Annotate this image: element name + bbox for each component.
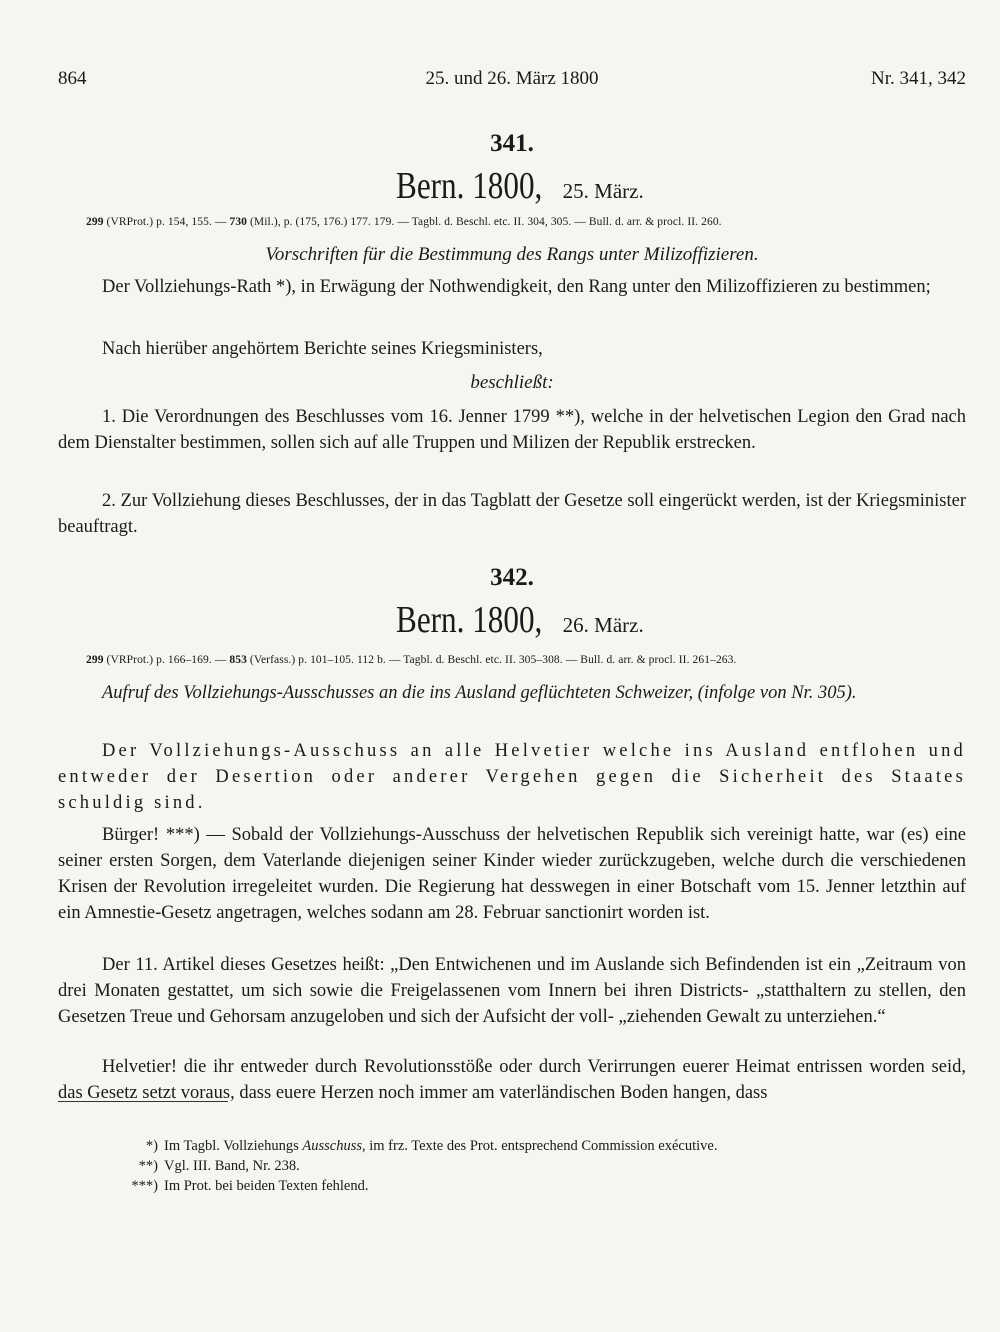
paragraph-text: Bürger! ***) — Sobald der Vollziehungs-Ausschuss der helvetischen Republik sich vereinigt hatte, war (es) eine seiner ersten Sorgen, dem Vaterlande diejenigen seiner Kinder wieder zurückzugeben, welche durch die verschiedenen Krisen der Revolution irregeleitet wurden. Die Regierung hat desswegen in einer Botschaft vom 15. Jenner letzthin auf ein Amnestie-Gesetz angetragen, welches sodann am 28. Februar sanctionirt worden ist. <box>58 825 966 923</box>
ref-text: (Verfass.) p. 101–105. 112 b. — Tagbl. d. Beschl. etc. II. 305–308. — Bull. d. arr. & procl. II. 261–263. <box>246 654 737 666</box>
paragraph-text: Helvetier! die ihr entweder durch Revolutionsstöße oder durch Verirrungen euerer Heimat entrissen worden seid, das Gesetz setzt voraus, dass euere Herzen noch immer am vaterländischen Boden hangen, dass <box>58 1057 966 1103</box>
entry-341-place-date <box>58 164 966 208</box>
entry-342-place: Bern. 1800, <box>396 599 543 641</box>
ref-text: (Mil.), p. (175, 176.) 177. 179. — Tagbl. d. Beschl. etc. II. 304, 305. — Bull. d. arr. & procl. II. 260. <box>247 216 722 228</box>
footnote-text-italic: Ausschuss <box>302 1138 362 1154</box>
entry-342-paragraph-2 <box>58 952 966 1030</box>
footnote-1 <box>58 1138 966 1155</box>
footnote-2 <box>58 1158 966 1175</box>
entry-342-number: 342. <box>490 564 534 591</box>
entry-342-paragraph-1 <box>58 822 966 926</box>
entry-342-heading <box>58 738 966 816</box>
entry-342-place-date <box>58 598 966 642</box>
entry-342-subject <box>58 680 966 706</box>
entry-341-paragraph-2 <box>58 336 966 362</box>
ref-number: 730 <box>229 216 248 228</box>
paragraph-text: Der Vollziehungs-Rath *), in Erwägung der Nothwendigkeit, den Rang unter den Milizoffizieren zu bestimmen; <box>102 277 931 297</box>
entry-341-article-1 <box>58 404 966 456</box>
paragraph-text: 2. Zur Vollziehung dieses Beschlusses, der in das Tagblatt der Gesetze soll eingerückt werden, ist der Kriegsminister beauftragt. <box>58 491 966 537</box>
running-head <box>58 68 966 98</box>
footnote-mark: *) <box>145 1138 158 1154</box>
entry-341-references <box>86 216 966 228</box>
footnote-text: Vgl. III. Band, Nr. 238. <box>164 1158 300 1174</box>
entry-341-article-2 <box>58 488 966 540</box>
header-entry-numbers: Nr. 341, 342 <box>871 68 966 89</box>
document-page <box>58 0 966 1332</box>
footnote-text: Im Prot. bei beiden Texten fehlend. <box>164 1178 369 1194</box>
ref-number: 299 <box>86 216 104 228</box>
entry-341-place: Bern. 1800, <box>396 165 543 207</box>
ref-text: (VRProt.) p. 154, 155. — <box>103 216 230 228</box>
paragraph-text: Der 11. Artikel dieses Gesetzes heißt: „Den Entwichenen und im Auslande sich Befindenden ist ein „Zeitraum von drei Monaten gestattet, um sich sowie die Freigelassenen vom Innern bei ihren Districts- „statthaltern zu stellen, den Gesetzen Treue und Gehorsam anzugeloben und sich der Aufsicht der voll- „ziehenden Gewalt zu unterziehen.“ <box>58 955 966 1027</box>
footnote-3 <box>58 1178 966 1195</box>
header-date: 25. und 26. März 1800 <box>425 68 599 89</box>
ref-text: (VRProt.) p. 166–169. — <box>103 654 230 666</box>
entry-342-date: 26. März. <box>562 613 644 637</box>
footnote-rule <box>58 1101 228 1102</box>
entry-341-date: 25. März. <box>562 179 644 203</box>
entry-342-references <box>86 654 966 666</box>
paragraph-text: Nach hierüber angehörtem Berichte seines Kriegsministers, <box>102 339 543 359</box>
entry-341-subject: Vorschriften für die Bestimmung des Rangs unter Milizoffizieren. <box>265 244 759 265</box>
footnote-mark: ***) <box>131 1178 158 1194</box>
ref-number: 853 <box>229 654 247 666</box>
paragraph-text: 1. Die Verordnungen des Beschlusses vom 16. Jenner 1799 **), welche in der helvetischen Legion den Grad nach dem Dienstalter bestimmen, sollen sich auf alle Truppen und Milizen der Republik erstrecken. <box>58 407 966 453</box>
footnote-mark: **) <box>138 1158 158 1174</box>
subject-text: Aufruf des Vollziehungs-Ausschusses an die ins Ausland geflüchteten Schweizer, (infolge von Nr. 305). <box>102 683 857 703</box>
page-number: 864 <box>58 68 87 89</box>
entry-342-paragraph-3 <box>58 1054 966 1106</box>
entry-341-resolves: beschließt: <box>470 372 554 393</box>
heading-text: Der Vollziehungs-Ausschuss an alle Helvetier welche ins Ausland entflohen und entweder der Desertion oder anderer Vergehen gegen die Sicherheit des Staates schuldig sind. <box>58 741 966 813</box>
entry-341-number: 341. <box>490 130 534 157</box>
entry-341-paragraph-1 <box>58 274 966 300</box>
footnote-text: , im frz. Texte des Prot. entsprechend Commission exécutive. <box>361 1138 718 1154</box>
footnote-text: Im Tagbl. Vollziehungs <box>164 1138 303 1154</box>
ref-number: 299 <box>86 654 104 666</box>
